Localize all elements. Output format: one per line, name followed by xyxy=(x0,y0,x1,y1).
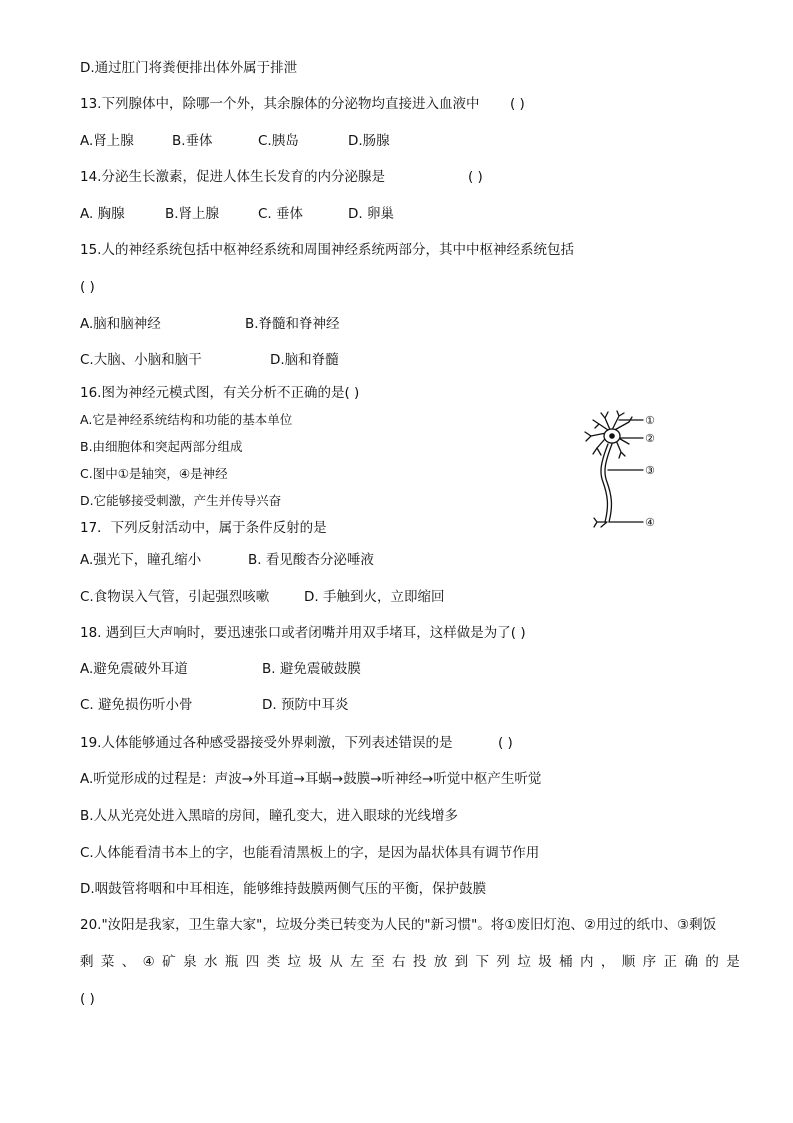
q20-char: 右 xyxy=(391,954,406,970)
q17-option-b: B. 看见酸杏分泌唾液 xyxy=(248,552,374,568)
q17-option-d: D. 手触到火，立即缩回 xyxy=(304,589,445,605)
q13-option-b: B.垂体 xyxy=(172,133,213,149)
q20-char: 放 xyxy=(433,954,448,970)
q14-stem: 14.分泌生长激素，促进人体生长发育的内分泌腺是 xyxy=(80,169,385,185)
q16-stem: 16.图为神经元模式图，有关分析不正确的是( ) xyxy=(80,385,360,401)
q20-char: 的 xyxy=(705,954,719,970)
q17-option-c: C.食物误入气管，引起强烈咳嗽 xyxy=(80,589,270,605)
q20-char: 类 xyxy=(266,954,281,970)
q20-char: 剩 xyxy=(80,954,94,970)
q20-char: 圾 xyxy=(308,954,322,970)
q20-char: 确 xyxy=(684,954,698,970)
q20-char: 、 xyxy=(121,954,136,970)
q15-answer-paren: ( ) xyxy=(80,279,95,295)
q19-option-d: D.咽鼓管将咽和中耳相连，能够维持鼓膜两侧气压的平衡，保护鼓膜 xyxy=(80,881,487,897)
q15-option-b: B.脊髓和脊神经 xyxy=(245,316,340,332)
q20-char: 圾 xyxy=(538,954,552,970)
q20-char: 至 xyxy=(371,954,385,970)
q20-char: 垃 xyxy=(287,954,302,970)
q14-option-c: C. 垂体 xyxy=(258,206,304,222)
q20-answer-paren: ( ) xyxy=(80,991,95,1007)
q15-option-d: D.脑和脊髓 xyxy=(270,352,339,368)
q18-option-b: B. 避免震破鼓膜 xyxy=(262,661,361,677)
q19-answer-paren: ( ) xyxy=(498,735,513,751)
q20-char: 矿 xyxy=(162,954,176,970)
figure-label-2: ② xyxy=(645,432,655,445)
q15-option-c: C.大脑、小脑和脑干 xyxy=(80,352,202,368)
q19-option-b: B.人从光亮处进入黑暗的房间，瞳孔变大，进入眼球的光线增多 xyxy=(80,808,459,824)
q20-char: 垃 xyxy=(517,954,531,970)
q18-stem: 18. 遇到巨大声响时，要迅速张口或者闭嘴并用双手堵耳，这样做是为了( ) xyxy=(80,625,526,641)
q20-char: ， xyxy=(600,954,615,970)
q16-option-b: B.由细胞体和突起两部分组成 xyxy=(80,439,243,454)
q13-option-c: C.胰岛 xyxy=(258,133,299,149)
q20-char: 菜 xyxy=(100,954,115,970)
q13-answer-paren: ( ) xyxy=(510,96,525,112)
q19-option-c: C.人体能看清书本上的字，也能看清黑板上的字，是因为晶状体具有调节作用 xyxy=(80,845,540,861)
figure-label-3: ③ xyxy=(645,464,655,477)
q20-char: 四 xyxy=(245,954,260,970)
q20-char: ④ xyxy=(142,954,155,970)
q15-option-a: A.脑和脑神经 xyxy=(80,316,161,332)
q20-char: 水 xyxy=(203,954,218,970)
q20-line-2 xyxy=(80,953,740,971)
q20-char: 到 xyxy=(454,954,469,970)
q20-char: 桶 xyxy=(559,954,573,970)
q20-char: 内 xyxy=(579,954,594,970)
q20-char: 投 xyxy=(412,954,427,970)
q20-char: 列 xyxy=(496,954,510,970)
q19-option-a: A.听觉形成的过程是：声波→外耳道→耳蜗→鼓膜→听神经→听觉中枢产生听觉 xyxy=(80,771,542,787)
q20-line-1: 20."汝阳是我家，卫生靠大家"，垃圾分类已转变为人民的"新习惯"。将①废旧灯泡、②用过的纸巾、③剩饭 xyxy=(80,917,717,933)
q13-option-d: D.肠腺 xyxy=(348,133,390,149)
q13-stem: 13.下列腺体中，除哪一个外，其余腺体的分泌物均直接进入血液中 xyxy=(80,96,480,112)
q20-char: 瓶 xyxy=(224,954,239,970)
q20-char: 正 xyxy=(663,954,678,970)
q20-char: 下 xyxy=(475,954,490,970)
figure-label-4: ④ xyxy=(645,516,655,529)
q20-char: 左 xyxy=(350,954,364,970)
q19-stem: 19.人体能够通过各种感受器接受外界刺激，下列表述错误的是 xyxy=(80,735,453,751)
q16-option-a: A.它是神经系统结构和功能的基本单位 xyxy=(80,412,293,427)
q14-answer-paren: ( ) xyxy=(468,169,483,185)
q18-option-c: C. 避免损伤听小骨 xyxy=(80,697,193,713)
q14-option-b: B.肾上腺 xyxy=(165,206,220,222)
q17-stem: 17．下列反射活动中，属于条件反射的是 xyxy=(80,520,327,536)
q18-option-d: D. 预防中耳炎 xyxy=(262,697,349,713)
q15-stem: 15.人的神经系统包括中枢神经系统和周围神经系统两部分，其中中枢神经系统包括 xyxy=(80,242,574,258)
q14-option-a: A. 胸腺 xyxy=(80,206,125,222)
q20-char: 是 xyxy=(726,954,740,970)
q13-option-a: A.肾上腺 xyxy=(80,133,134,149)
q12-option-d: D.通过肛门将粪便排出体外属于排泄 xyxy=(80,60,298,76)
q20-char: 序 xyxy=(642,954,657,970)
q16-option-c: C.图中①是轴突，④是神经 xyxy=(80,466,228,481)
q20-char: 从 xyxy=(329,954,343,970)
q20-char: 泉 xyxy=(183,954,197,970)
q16-option-d: D.它能够接受刺激，产生并传导兴奋 xyxy=(80,493,282,508)
q20-char: 顺 xyxy=(621,954,636,970)
neuron-diagram xyxy=(575,410,665,535)
q17-option-a: A.强光下，瞳孔缩小 xyxy=(80,552,202,568)
q18-option-a: A.避免震破外耳道 xyxy=(80,661,188,677)
q14-option-d: D. 卵巢 xyxy=(348,206,394,222)
figure-label-1: ① xyxy=(645,414,655,427)
